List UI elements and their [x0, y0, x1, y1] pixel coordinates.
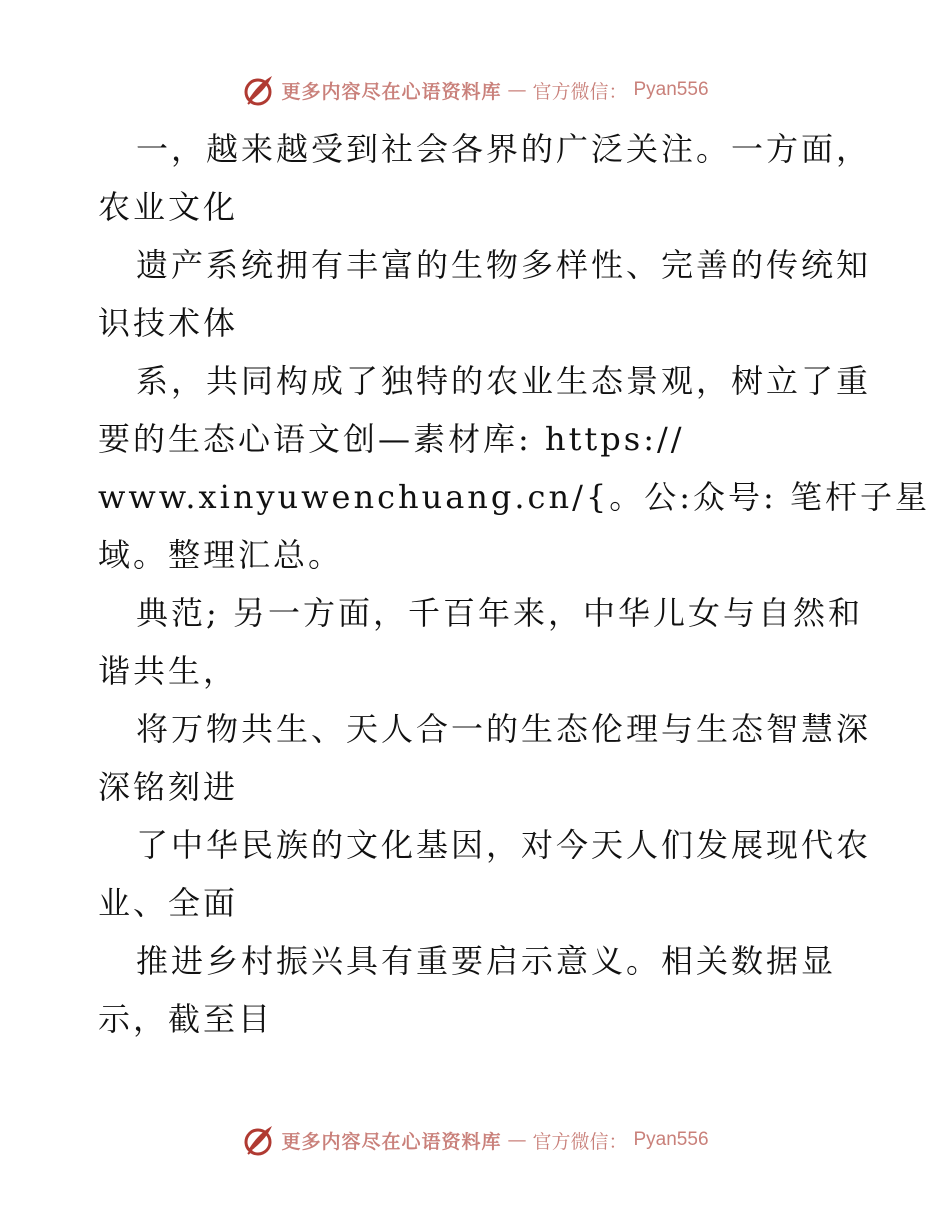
text-line: 了中华民族的文化基因，对今天人们发展现代农 — [136, 826, 872, 864]
header-wechat-label: 官方微信： — [532, 80, 628, 103]
text-line: 域。整理汇总。 — [98, 536, 344, 574]
page-footer-banner — [0, 1120, 950, 1160]
text-line: 谐共生， — [98, 652, 239, 690]
text-line: 农业文化 — [98, 188, 239, 226]
text-line: 将万物共生、天人合一的生态伦理与生态智慧深 — [136, 710, 872, 748]
text-line: 示，截至目 — [98, 1000, 274, 1038]
document-body — [98, 120, 930, 1048]
header-site-name: 更多内容尽在心语资料库 — [281, 80, 502, 103]
text-line: 业、全面 — [98, 884, 239, 922]
footer-site-name: 更多内容尽在心语资料库 — [281, 1130, 502, 1153]
footer-banner-content — [241, 1123, 708, 1157]
quill-pen-logo-icon — [241, 73, 275, 107]
footer-wechat-label: 官方微信： — [532, 1130, 628, 1153]
text-line: 识技术体 — [98, 304, 239, 342]
page-header-banner — [0, 70, 950, 110]
text-line: 推进乡村振兴具有重要启示意义。相关数据显 — [136, 942, 837, 980]
text-line: 遗产系统拥有丰富的生物多样性、完善的传统知 — [136, 246, 872, 284]
footer-wechat-id: Pyan556 — [633, 1129, 709, 1150]
text-line: www.xinyuwenchuang.cn/{。公:众号: 笔杆子星 — [98, 478, 930, 516]
quill-pen-logo-icon — [241, 1123, 275, 1157]
text-line: 典范; 另一方面，千百年来，中华儿女与自然和 — [136, 594, 863, 632]
footer-dash: — — [507, 1129, 527, 1151]
text-line: 一，越来越受到社会各界的广泛关注。一方面， — [136, 130, 872, 168]
text-line: 系，共同构成了独特的农业生态景观，树立了重 — [136, 362, 872, 400]
text-line: 要的生态心语文创—素材库: https:// — [98, 420, 685, 458]
text-line: 深铭刻进 — [98, 768, 239, 806]
header-wechat-id: Pyan556 — [633, 79, 709, 100]
header-banner-content — [241, 73, 708, 107]
header-dash: — — [507, 79, 527, 101]
